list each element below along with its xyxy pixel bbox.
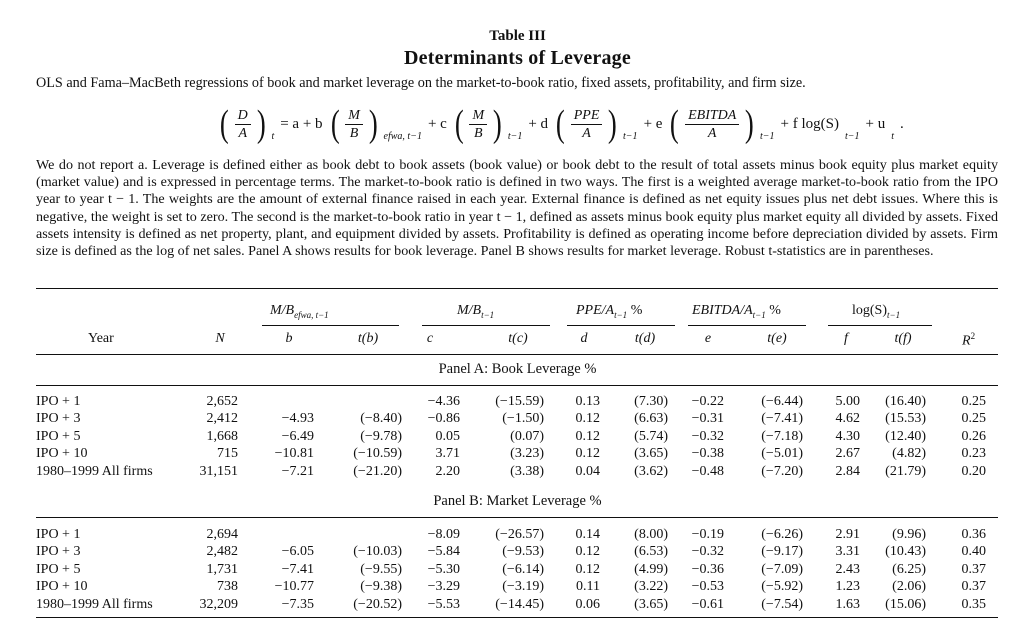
bottom-rule bbox=[36, 617, 998, 618]
panel-a-row-5-col-1: 1980–1999 All firms bbox=[36, 463, 153, 479]
panel-b-row-3-col-1: IPO + 5 bbox=[36, 561, 81, 577]
panel-b-row-1-col-11: 2.91 bbox=[835, 527, 860, 542]
col-header-te-stat: t(e) bbox=[767, 331, 787, 346]
panel-a-row-2-col-8: (6.63) bbox=[634, 411, 668, 427]
table-notes bbox=[36, 157, 998, 260]
panel-b-row-5-col-8: (3.65) bbox=[634, 596, 668, 612]
group-rule-logs bbox=[828, 325, 932, 326]
panel-b-row-3-col-11: 2.43 bbox=[835, 561, 860, 577]
panel-b-row-4-col-2: 738 bbox=[217, 579, 238, 595]
panel-b-row-4-col-10: (−5.92) bbox=[761, 579, 803, 595]
panel-a-row-2-col-10: (−7.41) bbox=[761, 411, 803, 427]
group-rule-ppe bbox=[567, 325, 675, 326]
panel-b-row-4-col-11: 1.23 bbox=[835, 579, 860, 595]
panel-a-row-2-col-13: 0.25 bbox=[961, 411, 986, 427]
panel-b-row-1-col-12: (9.96) bbox=[892, 527, 926, 542]
ebitda-subscript: t−1 bbox=[759, 131, 775, 142]
col-header-tb-stat: t(b) bbox=[357, 331, 379, 346]
panel-b-row-2-col-12: (10.43) bbox=[885, 544, 926, 560]
panel-a-row-1-col-11: 5.00 bbox=[835, 394, 860, 409]
equation-f-term: + f log(S) bbox=[780, 115, 839, 132]
panel-a-row-4-col-7: 0.12 bbox=[575, 446, 600, 462]
panel-b-row-5-col-13: 0.35 bbox=[961, 596, 986, 612]
panel-b-row-4-col-1: IPO + 10 bbox=[36, 579, 88, 595]
panel-b-row-5-col-4: (−20.52) bbox=[353, 596, 402, 612]
error-subscript: t bbox=[891, 131, 894, 142]
ppe-fraction: $\frac{\text{PPE}}{A}$ bbox=[571, 107, 603, 142]
col-header-year: Year bbox=[88, 331, 114, 346]
col-header-d: d bbox=[580, 331, 588, 346]
panel-b-rule bbox=[36, 517, 998, 518]
equation-error-term: + u bbox=[865, 115, 886, 132]
equation-period: . bbox=[900, 115, 904, 132]
panel-a-row-2-col-4: (−8.40) bbox=[360, 411, 402, 427]
panel-b-row-1-col-7: 0.14 bbox=[575, 527, 600, 542]
panel-b-row-1-col-9: −0.19 bbox=[691, 527, 724, 542]
panel-b-row-3-col-8: (4.99) bbox=[634, 561, 668, 577]
panel-b-row-3-col-3: −7.41 bbox=[281, 561, 314, 577]
panel-b-row-2-col-10: (−9.17) bbox=[761, 544, 803, 560]
panel-a-row-4-col-4: (−10.59) bbox=[353, 446, 402, 462]
panel-a-row-5-col-6: (3.38) bbox=[510, 463, 544, 479]
lhs-subscript: t bbox=[271, 131, 275, 142]
equation-e-term: + e bbox=[643, 115, 663, 132]
notes-text: We do not report a. Leverage is defined either as book debt to book assets (book value) or book debt to the result of total assets minus book equity plus market equity (market value) and is expressed in percentage terms. The market-to-book ratio is defined in two ways. The first is a weighted average market-to-book ratio from the IPO year to year t − 1. The weights are the amount of external finance raised in each year. External finance is defined as net equity issues plus net debt issues. Where this is negative, the weight is set to zero. The second is the market-to-book ratio in year t − 1, defined as assets minus book equity plus market equity all divided by assets. Fixed assets intensity is defined as net property, plant, and equipment divided by assets. Profitability is defined as operating income before depreciation divided by assets. Firm size is defined as the log of net sales. Panel A shows results for book leverage. Panel B shows results for market leverage. Robust t-statistics are in parentheses. bbox=[36, 157, 998, 260]
panel-b-row-3-col-13: 0.37 bbox=[961, 561, 986, 577]
col-header-c: c bbox=[426, 331, 434, 346]
group-header-ebitda: EBITDA/$A_{t-1}$ % bbox=[692, 303, 781, 320]
panel-a-row-4-col-1: IPO + 10 bbox=[36, 446, 88, 462]
panel-b-row-3-col-4: (−9.55) bbox=[360, 561, 402, 577]
panel-a-row-3-col-7: 0.12 bbox=[575, 428, 600, 444]
panel-b-row-3-col-2: 1,731 bbox=[206, 561, 238, 577]
panel-a-row-4-col-3: −10.81 bbox=[274, 446, 314, 462]
panel-a-row-4-col-9: −0.38 bbox=[691, 446, 724, 462]
panel-a-row-2-col-2: 2,412 bbox=[206, 411, 238, 427]
ebitda-fraction: $\frac{\text{EBITDA}}{A}$ bbox=[685, 107, 739, 142]
table-title: Determinants of Leverage bbox=[404, 47, 631, 69]
panel-a-row-3-col-9: −0.32 bbox=[691, 428, 724, 444]
panel-a-row-1-col-9: −0.22 bbox=[691, 394, 724, 409]
panel-a-row-4-col-2: 715 bbox=[217, 446, 238, 462]
panel-a-row-1-col-7: 0.13 bbox=[575, 394, 600, 409]
col-header-tf-stat: t(f) bbox=[894, 331, 912, 346]
panel-b-row-2-col-13: 0.40 bbox=[961, 544, 986, 560]
panel-b-row-2-col-7: 0.12 bbox=[575, 544, 600, 560]
panel-b-row-5-col-2: 32,209 bbox=[199, 596, 238, 612]
panel-b-row-5-col-1: 1980–1999 All firms bbox=[36, 596, 153, 612]
group-rule-mb-efwa bbox=[262, 325, 399, 326]
col-header-e: e bbox=[704, 331, 712, 346]
panel-b-row-4-col-5: −3.29 bbox=[427, 579, 460, 595]
panel-a-row-1-col-6: (−15.59) bbox=[495, 394, 544, 409]
panel-a-row-1-col-1: IPO + 1 bbox=[36, 394, 81, 409]
col-header-tc-stat: t(c) bbox=[508, 331, 528, 346]
col-header-f: f bbox=[844, 331, 848, 346]
panel-a-row-3-col-6: (0.07) bbox=[510, 428, 544, 444]
panel-a-row-4-col-8: (3.65) bbox=[634, 446, 668, 462]
table-label: Table III bbox=[489, 28, 546, 44]
paren-open: ( bbox=[555, 103, 565, 145]
paren-open: ( bbox=[330, 103, 340, 145]
panel-b-row-2-col-6: (−9.53) bbox=[502, 544, 544, 560]
panel-a-row-3-col-3: −6.49 bbox=[281, 428, 314, 444]
ppe-subscript: t−1 bbox=[623, 131, 638, 142]
panel-a-row-4-col-10: (−5.01) bbox=[761, 446, 803, 462]
mb-subscript: t−1 bbox=[507, 131, 523, 142]
panel-b-row-5-col-11: 1.63 bbox=[835, 596, 860, 612]
panel-a-row-2-col-11: 4.62 bbox=[835, 411, 860, 427]
col-header-b: b bbox=[285, 331, 293, 346]
group-header-logs: $\log(S)_{t-1}$ bbox=[852, 303, 901, 320]
panel-a-row-5-col-8: (3.62) bbox=[634, 463, 668, 479]
panel-a-row-3-col-4: (−9.78) bbox=[360, 428, 402, 444]
panel-a-row-3-col-2: 1,668 bbox=[206, 428, 238, 444]
panel-b-row-2-col-3: −6.05 bbox=[281, 544, 314, 560]
panel-a-row-5-col-10: (−7.20) bbox=[761, 463, 803, 479]
panel-b-row-2-col-8: (6.53) bbox=[634, 544, 668, 560]
panel-b-row-4-col-7: 0.11 bbox=[576, 579, 600, 595]
paren-close: ) bbox=[608, 103, 618, 145]
panel-b-row-1-col-10: (−6.26) bbox=[761, 527, 803, 542]
panel-b-row-3-col-10: (−7.09) bbox=[761, 561, 803, 577]
panel-a-row-2-col-9: −0.31 bbox=[691, 411, 724, 427]
panel-a-row-5-col-7: 0.04 bbox=[575, 463, 600, 479]
panel-a-row-1-col-10: (−6.44) bbox=[761, 394, 803, 409]
group-rule-ebitda bbox=[688, 325, 806, 326]
panel-a-row-3-col-8: (5.74) bbox=[634, 428, 668, 444]
panel-a-row-4-col-6: (3.23) bbox=[510, 446, 544, 462]
panel-b-row-3-col-7: 0.12 bbox=[575, 561, 600, 577]
panel-b-row-1-col-13: 0.36 bbox=[961, 527, 986, 542]
panel-a-row-1-col-13: 0.25 bbox=[961, 394, 986, 409]
col-header-r2: $R^2$ bbox=[962, 331, 976, 349]
paren-close: ) bbox=[368, 103, 378, 145]
panel-a-row-4-col-11: 2.67 bbox=[835, 446, 860, 462]
panel-b-row-5-col-5: −5.53 bbox=[427, 596, 460, 612]
panel-b-row-5-col-9: −0.61 bbox=[691, 596, 724, 612]
panel-a-row-2-col-1: IPO + 3 bbox=[36, 411, 81, 427]
panel-b-row-1-col-2: 2,694 bbox=[206, 527, 238, 542]
paren-open: ( bbox=[670, 103, 680, 145]
panel-b-row-5-col-6: (−14.45) bbox=[495, 596, 544, 612]
panel-a-row-1-col-12: (16.40) bbox=[885, 394, 926, 409]
panel-b-row-5-col-12: (15.06) bbox=[885, 596, 926, 612]
col-header-n: N bbox=[215, 331, 225, 346]
panel-a-row-2-col-3: −4.93 bbox=[281, 411, 314, 427]
panel-a-row-4-col-5: 3.71 bbox=[435, 446, 460, 462]
panel-a-row-5-col-12: (21.79) bbox=[885, 463, 926, 479]
panel-a-row-1-col-5: −4.36 bbox=[427, 394, 460, 409]
panel-b-row-2-col-11: 3.31 bbox=[835, 544, 860, 560]
panel-a-row-2-col-12: (15.53) bbox=[885, 411, 926, 427]
panel-a-row-3-col-1: IPO + 5 bbox=[36, 428, 81, 444]
panel-a-row-3-col-13: 0.26 bbox=[961, 428, 986, 444]
group-header-mb-efwa: $M/B_{efwa, t-1}$ bbox=[270, 303, 329, 320]
paren-open: ( bbox=[454, 103, 464, 145]
panel-a-row-5-col-13: 0.20 bbox=[961, 463, 986, 479]
panel-b-row-2-col-4: (−10.03) bbox=[353, 544, 402, 560]
panel-a-row-1-col-8: (7.30) bbox=[634, 394, 668, 409]
panel-a-row-2-col-6: (−1.50) bbox=[502, 411, 544, 427]
panel-b-row-3-col-9: −0.36 bbox=[691, 561, 724, 577]
logs-subscript: t−1 bbox=[844, 131, 860, 142]
panel-b-row-2-col-5: −5.84 bbox=[427, 544, 460, 560]
panel-b-row-3-col-12: (6.25) bbox=[892, 561, 926, 577]
panel-b-row-2-col-2: 2,482 bbox=[206, 544, 238, 560]
panel-a-row-5-col-11: 2.84 bbox=[835, 463, 860, 479]
panel-b-row-1-col-8: (8.00) bbox=[634, 527, 668, 542]
panel-b-row-4-col-6: (−3.19) bbox=[502, 579, 544, 595]
equation-c-term: + c bbox=[427, 115, 447, 132]
paren-close: ) bbox=[745, 103, 755, 145]
panel-b-row-1-col-5: −8.09 bbox=[427, 527, 460, 542]
panel-b-row-1-col-6: (−26.57) bbox=[495, 527, 544, 542]
panel-a-row-5-col-5: 2.20 bbox=[435, 463, 460, 479]
panel-a-row-1-col-2: 2,652 bbox=[206, 394, 238, 409]
panel-b-row-4-col-8: (3.22) bbox=[634, 579, 668, 595]
panel-b-row-4-col-12: (2.06) bbox=[892, 579, 926, 595]
panel-b-row-1-col-1: IPO + 1 bbox=[36, 527, 81, 542]
regression-equation bbox=[218, 100, 906, 148]
panel-a-row-3-col-11: 4.30 bbox=[835, 428, 860, 444]
header-rule bbox=[36, 354, 998, 355]
panel-b-row-4-col-9: −0.53 bbox=[691, 579, 724, 595]
equation-a-term: = a + b bbox=[280, 115, 323, 132]
equation-d-term: + d bbox=[528, 115, 549, 132]
panel-b-row-4-col-13: 0.37 bbox=[961, 579, 986, 595]
panel-a-row-5-col-3: −7.21 bbox=[281, 463, 314, 479]
panel-a-row-2-col-5: −0.86 bbox=[427, 411, 460, 427]
mb-efwa-fraction: $\frac{M}{B}$ bbox=[345, 107, 363, 142]
panel-b-row-5-col-3: −7.35 bbox=[281, 596, 314, 612]
panel-a-row-4-col-13: 0.23 bbox=[961, 446, 986, 462]
mb-efwa-subscript: efwa, t−1 bbox=[383, 131, 422, 142]
panel-b-row-3-col-6: (−6.14) bbox=[502, 561, 544, 577]
panel-a-row-2-col-7: 0.12 bbox=[575, 411, 600, 427]
panel-a-rule bbox=[36, 385, 998, 386]
mb-fraction: $\frac{M}{B}$ bbox=[469, 107, 487, 142]
paren-close: ) bbox=[256, 103, 266, 145]
panel-b-row-5-col-7: 0.06 bbox=[575, 596, 600, 612]
panel-a-row-5-col-4: (−21.20) bbox=[353, 463, 402, 479]
panel-a-row-5-col-9: −0.48 bbox=[691, 463, 724, 479]
panel-b-row-4-col-3: −10.77 bbox=[274, 579, 314, 595]
top-rule bbox=[36, 288, 998, 289]
group-header-ppe: PPE/$A_{t-1}$ % bbox=[576, 303, 643, 320]
panel-a-row-3-col-5: 0.05 bbox=[435, 428, 460, 444]
panel-b-row-3-col-5: −5.30 bbox=[427, 561, 460, 577]
panel-a-row-3-col-12: (12.40) bbox=[885, 428, 926, 444]
paren-open: ( bbox=[219, 103, 229, 145]
panel-a-title: Panel A: Book Leverage % bbox=[438, 361, 597, 377]
col-header-td-stat: t(d) bbox=[634, 331, 656, 346]
table-description: OLS and Fama–MacBeth regressions of book and market leverage on the market-to-book ratio, fixed assets, profitability, and firm size. bbox=[36, 75, 806, 91]
paren-close: ) bbox=[493, 103, 502, 145]
panel-b-row-5-col-10: (−7.54) bbox=[761, 596, 803, 612]
panel-a-row-5-col-2: 31,151 bbox=[199, 463, 238, 479]
lhs-fraction: $\frac{D}{A}$ bbox=[235, 107, 251, 142]
panel-a-row-3-col-10: (−7.18) bbox=[761, 428, 803, 444]
panel-b-row-4-col-4: (−9.38) bbox=[360, 579, 402, 595]
panel-a-row-4-col-12: (4.82) bbox=[892, 446, 926, 462]
panel-b-title: Panel B: Market Leverage % bbox=[433, 493, 602, 509]
panel-b-row-2-col-1: IPO + 3 bbox=[36, 544, 81, 560]
panel-b-row-2-col-9: −0.32 bbox=[691, 544, 724, 560]
group-rule-mb bbox=[422, 325, 550, 326]
group-header-mb: $M/B_{t-1}$ bbox=[457, 303, 495, 320]
